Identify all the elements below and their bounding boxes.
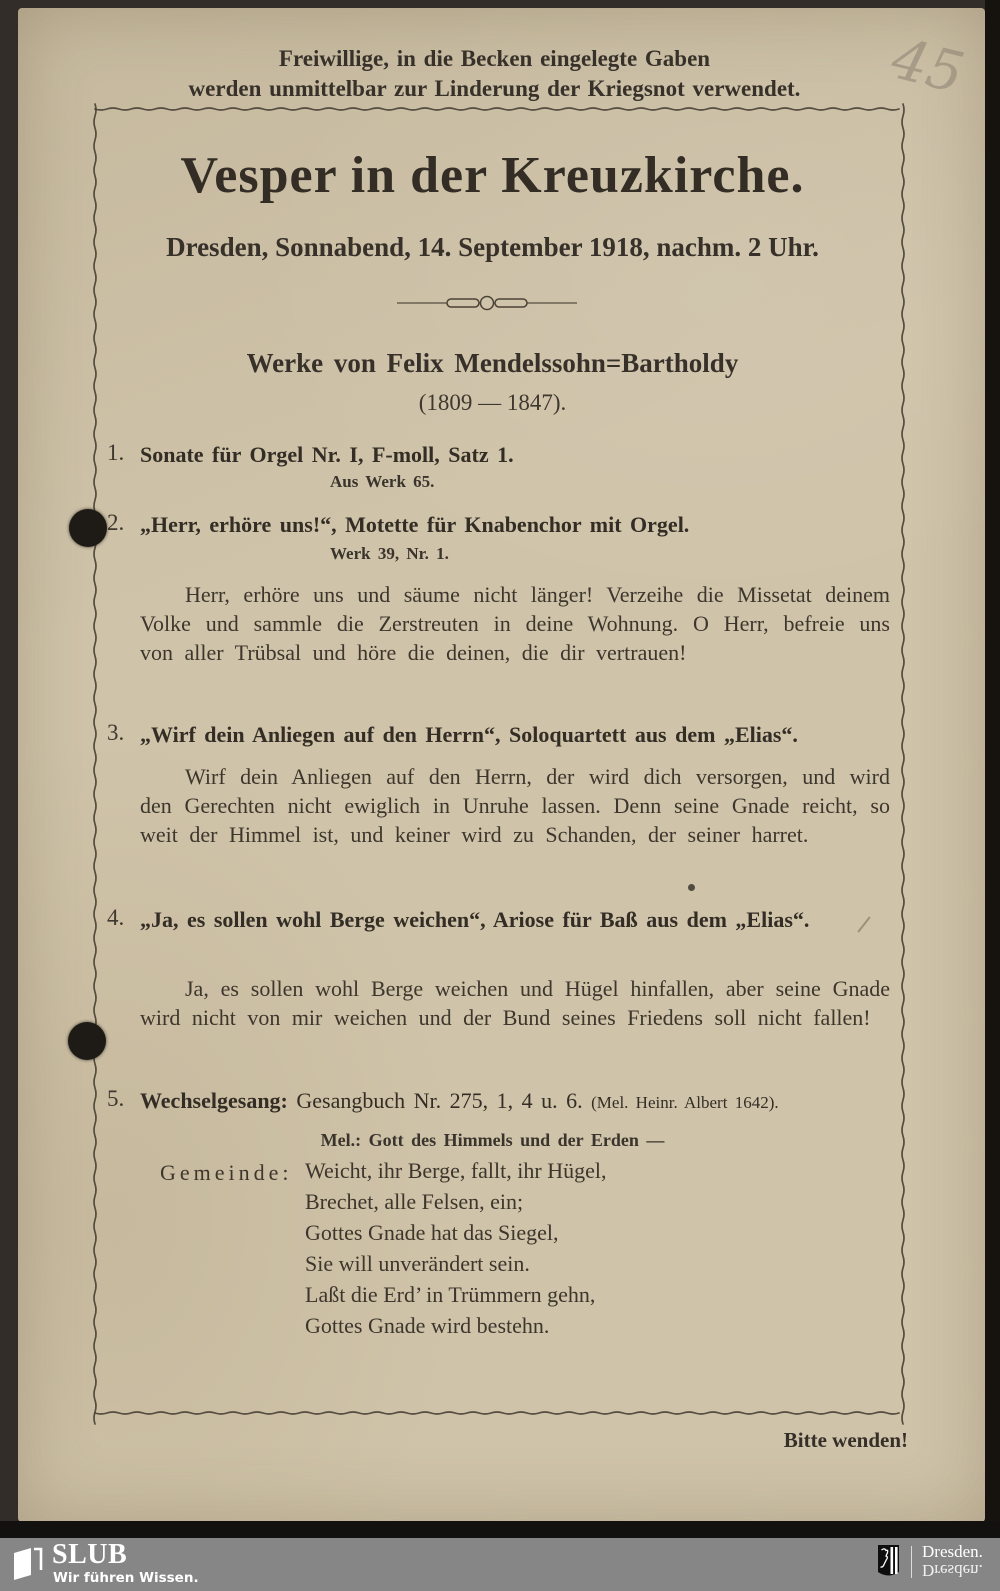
program-item-5: [107, 1086, 890, 1118]
composer-dates: (1809 — 1847).: [418, 390, 567, 415]
item-number: 2.: [107, 510, 125, 535]
item-title: [140, 1086, 890, 1118]
item-4-text: Ja, es sollen wohl Berge weichen und Hügel hinfallen, aber seine Gnade wird nicht von mir weichen und der Bund seines Friedens soll nicht fallen!: [140, 976, 890, 1030]
dresden-coat-of-arms-icon: [878, 1545, 899, 1579]
dresden-wordmark-reflection: Dresden.: [922, 1561, 983, 1580]
item-1-subtitle: Aus Werk 65.: [330, 472, 435, 491]
handwritten-folio-number: 45: [885, 26, 971, 107]
item-3-text: Wirf dein Anliegen auf den Herrn, der wird dich versorgen, und wird den Gerechten nicht ewiglich in Unruhe lassen. Denn seine Gnade reicht, so weit der Himmel ist, und keiner wird zu Schanden, der seiner harret.: [140, 764, 890, 847]
scanned-page: [18, 8, 985, 1522]
verse-line: Laßt die Erd’ in Trümmern gehn,: [305, 1282, 596, 1307]
dresden-wordmark: Dresden.: [922, 1542, 983, 1561]
scan-bottom-edge: [0, 1521, 1000, 1538]
verse-line: Weicht, ihr Berge, fallt, ihr Hügel,: [305, 1158, 607, 1183]
program-item-2: [107, 510, 890, 540]
page-title: Vesper in der Kreuzkirche.: [180, 147, 805, 204]
hole-punch-bottom: [68, 1022, 106, 1060]
verse-line: Gottes Gnade wird bestehn.: [305, 1313, 550, 1338]
item-2-subtitle: Werk 39, Nr. 1.: [330, 544, 449, 563]
slub-wordmark: SLUB: [52, 1539, 128, 1570]
item-2-text: Herr, erhöre uns und säume nicht länger! Verzeihe die Missetat deinem Volke und sammle die Zerstreuten in deine Wohnung. O Herr, befreie uns von aller Trübsal und höre die deinen, die dir vertrauen!: [140, 582, 890, 665]
congregation-label: Gemeinde:: [160, 1160, 293, 1185]
item-title: Sonate für Orgel Nr. I, F-moll, Satz 1.: [140, 442, 514, 467]
program-item-1: [107, 440, 890, 470]
item-number: 3.: [107, 720, 125, 745]
verse-line: Gottes Gnade hat das Siegel,: [305, 1220, 559, 1245]
item-5-note: (Mel. Heinr. Albert 1642).: [591, 1093, 779, 1112]
turn-page-note: Bitte wenden!: [783, 1428, 908, 1452]
item-number: 1.: [107, 440, 125, 465]
donation-notice-line2: werden unmittelbar zur Linderung der Kriegsnot verwendet.: [188, 76, 801, 101]
verse-line: Sie will unverändert sein.: [305, 1251, 530, 1276]
slub-slogan: Wir führen Wissen.: [53, 1570, 199, 1586]
item-title: „Ja, es sollen wohl Berge weichen“, Ariose für Baß aus dem „Elias“.: [140, 907, 810, 932]
library-footer-bar: [0, 1538, 1000, 1591]
program-item-3: [107, 720, 890, 750]
item-title: „Herr, erhöre uns!“, Motette für Knabenchor mit Orgel.: [140, 512, 690, 537]
divider-ornament: [397, 294, 577, 312]
hole-punch-top: [69, 509, 107, 547]
ink-speck: [688, 884, 695, 891]
event-date-line: Dresden, Sonnabend, 14. September 1918, nachm. 2 Uhr.: [166, 232, 819, 262]
composer-heading: Werke von Felix Mendelssohn=Bartholdy: [246, 348, 739, 378]
melody-line: Mel.: Gott des Himmels und der Erden —: [320, 1130, 665, 1150]
scan-bed-edge: [985, 0, 1000, 1522]
item-title: „Wirf dein Anliegen auf den Herrn“, Soloquartett aus dem „Elias“.: [140, 722, 798, 747]
item-number: 4.: [107, 905, 125, 930]
item-number: 5.: [107, 1086, 125, 1111]
slub-book-icon: [12, 1545, 44, 1581]
item-5-detail: Gesangbuch Nr. 275, 1, 4 u. 6.: [296, 1088, 583, 1113]
donation-notice-line1: Freiwillige, in die Becken eingelegte Gaben: [278, 46, 711, 71]
dresden-wordmark-block: [922, 1543, 983, 1579]
verse-line: Brechet, alle Felsen, ein;: [305, 1189, 524, 1214]
item-5-label: Wechselgesang:: [140, 1088, 288, 1113]
program-item-4: [107, 905, 890, 935]
footer-divider: [911, 1546, 912, 1578]
donation-notice: [18, 44, 971, 104]
hymn-verse: [305, 1155, 606, 1341]
